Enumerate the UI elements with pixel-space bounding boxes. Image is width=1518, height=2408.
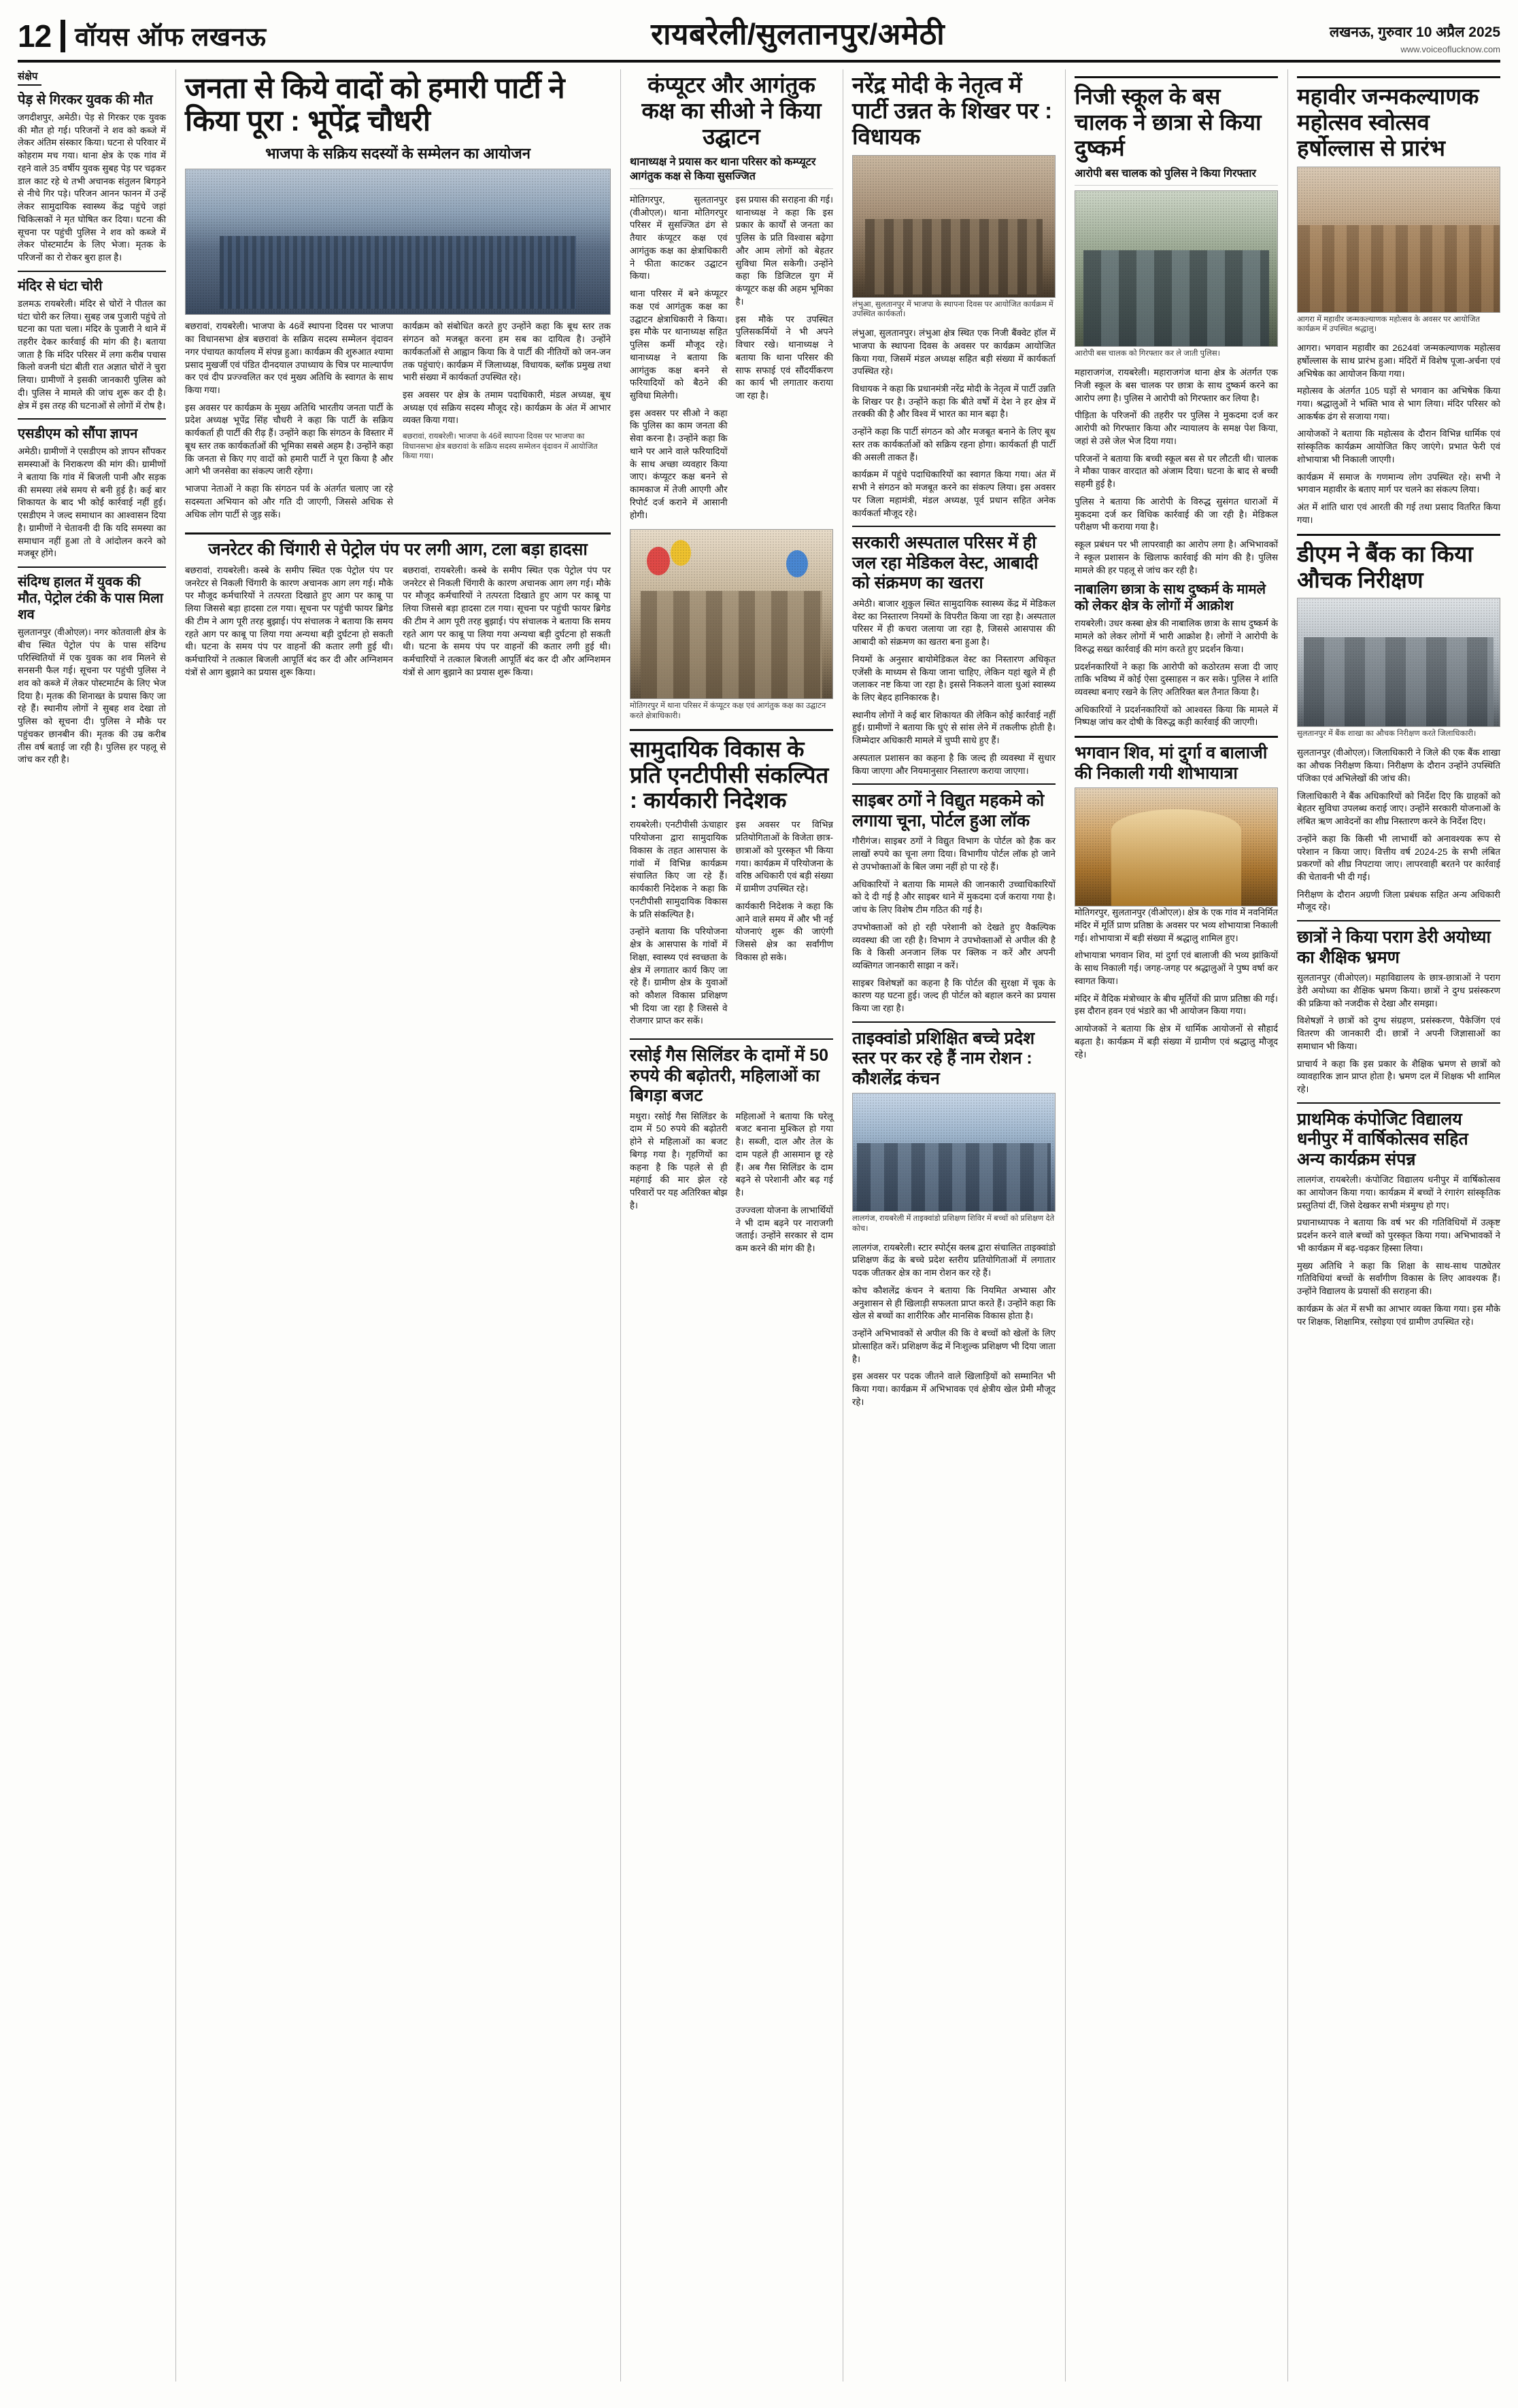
lead-para-4: इस अवसर पर क्षेत्र के तमाम पदाधिकारी, मंडल अध्यक्ष, बूथ अध्यक्ष एवं सक्रिय सदस्य मौजूद रहे। कार्यक्रम के अंत में आभार व्यक्त किया गया। bbox=[403, 389, 611, 426]
ntpc-para-1: रायबरेली। एनटीपीसी ऊंचाहार परियोजना द्वारा सामुदायिक विकास के तहत आसपास के गांवों में विभिन्न कार्यक्रम संचालित किए जा रहे हैं। कार्यकारी निदेशक ने कहा कि एनटीपीसी सामुदायिक विकास के प्रति संकल्पित है। bbox=[630, 819, 728, 919]
taekwondo-headline: ताइक्वांडो प्रशिक्षित बच्चे प्रदेश स्तर पर कर रहे हैं नाम रोशन : कौशलेंद्र कंचन bbox=[852, 1028, 1035, 1088]
brief-3-headline: एसडीएम को सौंपा ज्ञापन bbox=[18, 426, 138, 442]
page-number: 12 bbox=[18, 18, 52, 54]
photo-texture bbox=[1298, 598, 1500, 726]
modi-photo-caption: लंभुआ, सुलतानपुर में भाजपा के स्थापना दिवस पर आयोजित कार्यक्रम में उपस्थित कार्यकर्ता। bbox=[852, 300, 1053, 319]
cyber-para-1: गौरीगंज। साइबर ठगों ने विद्युत विभाग के पोर्टल को हैक कर लाखों रुपये का चूना लगा दिया। विभागीय पोर्टल लॉक हो जाने से उपभोक्ताओं के बिल जमा नहीं हो पा रहे हैं। bbox=[852, 836, 1056, 872]
outrage-subhead: नाबालिग छात्रा के साथ दुष्कर्म के मामले को लेकर क्षेत्र के लोगों में आक्रोश bbox=[1075, 582, 1266, 614]
bus-driver-para-1: महाराजगंज, रायबरेली। महाराजगंज थाना क्षेत्र के अंतर्गत एक निजी स्कूल के बस चालक पर छात्रा के साथ दुष्कर्म करने का आरोप लगा है। पुलिस ने आरोपी को गिरफ्तार कर लिया है। bbox=[1075, 367, 1278, 403]
dm-bank-para-3: उन्होंने कहा कि किसी भी लाभार्थी को अनावश्यक रूप से परेशान न किया जाए। वित्तीय वर्ष 2024-25 के सभी लंबित प्रकरणों को शीघ्र निपटाया जाए। लापरवाही बरतने पर कार्रवाई की चेतावनी भी दी गई। bbox=[1297, 833, 1500, 882]
modi-event-photo bbox=[852, 155, 1056, 298]
dairy-para-1: सुलतानपुर (वीओएल)। महाविद्यालय के छात्र-छात्राओं ने पराग डेरी अयोध्या का शैक्षिक भ्रमण किया। छात्रों ने दुग्ध प्रसंस्करण की प्रक्रिया को नजदीक से देखा और समझा। bbox=[1297, 972, 1500, 1008]
brief-1-body: जगदीशपुर, अमेठी। पेड़ से गिरकर एक युवक की मौत हो गई। परिजनों ने शव को कब्जे में लेकर अंतिम संस्कार किया। घटना से परिवार में कोहराम मच गया। थाना क्षेत्र के एक गांव में रहने वाले 35 वर्षीय युवक सुबह पेड़ पर चढ़कर डाल काट रहे थे तभी अचानक संतुलन बिगड़ने से नीचे गिर पड़े। परिजन आनन फानन में उन्हें लेकर सामुदायिक स्वास्थ्य केंद्र पहुंचे जहां चिकित्सकों ने मृत घोषित कर दिया। घटना की सूचना पर पहुंची पुलिस ने शव को कब्जे में लेकर पोस्टमार्टम के लिए भेजा। मृतक के परिजनों का रो रोकर बुरा हाल है। bbox=[18, 112, 166, 263]
lead-para-1: बछरावां, रायबरेली। भाजपा के 46वें स्थापना दिवस पर भाजपा का विधानसभा क्षेत्र बछरावां के सक्रिय सदस्य सम्मेलन वृंदावन नगर पंचायत कार्यालय में संपन्न हुआ। कार्यक्रम की शुरुआत श्यामा प्रसाद मुखर्जी एवं पंडित दीनदयाल उपाध्याय के चित्र पर माल्यार्पण कर एवं दीप प्रज्ज्वलित कर एवं मुख्य अतिथि के स्वागत के साथ किया गया। bbox=[185, 321, 393, 395]
shobhayatra-headline: भगवान शिव, मां दुर्गा व बालाजी की निकाली गयी शोभायात्रा bbox=[1075, 743, 1268, 783]
divider bbox=[1297, 920, 1500, 921]
lpg-para-3: उज्ज्वला योजना के लाभार्थियों ने भी दाम बढ़ने पर नाराजगी जताई। उन्होंने सरकार से दाम कम करने की मांग की है। bbox=[735, 1204, 833, 1254]
mahavir-para-1: आगरा। भगवान महावीर का 2624वां जन्मकल्याणक महोत्सव हर्षोल्लास के साथ प्रारंभ हुआ। मंदिरों में विशेष पूजा-अर्चना एवं अभिषेक का आयोजन किया गया। bbox=[1297, 343, 1500, 379]
school-para-1: लालगंज, रायबरेली। कंपोजिट विद्यालय धनीपुर में वार्षिकोत्सव का आयोजन किया गया। कार्यक्रम में बच्चों ने रंगारंग सांस्कृतिक प्रस्तुतियां दीं, जिसे देखकर सभी मंत्रमुग्ध हो गए। bbox=[1297, 1174, 1500, 1210]
medical-waste-para-2: नियमों के अनुसार बायोमेडिकल वेस्ट का निस्तारण अधिकृत एजेंसी के माध्यम से किया जाना चाहिए, लेकिन यहां खुले में ही जलाकर नष्ट किया जा रहा है। इससे निकलने वाला धुआं स्वास्थ्य के लिए बेहद हानिकारक है। bbox=[852, 654, 1056, 702]
co-para-4: इस मौके पर उपस्थित पुलिसकर्मियों ने भी अपने विचार रखे। थानाध्यक्ष ने बताया कि थाना परिसर की साफ सफाई एवं सौंदर्यीकरण का कार्य भी लगातार कराया जा रहा है। bbox=[735, 313, 833, 401]
dm-bank-para-2: जिलाधिकारी ने बैंक अधिकारियों को निर्देश दिए कि ग्राहकों को बेहतर सुविधा उपलब्ध कराई जाए। उन्होंने सरकारी योजनाओं के लंबित ऋण आवेदनों का शीघ्र निस्तारण करने के निर्देश दिए। bbox=[1297, 790, 1500, 827]
lpg-price-headline: रसोई गैस सिलिंडर के दामों में 50 रुपये की बढ़ोतरी, महिलाओं का बिगड़ा बजट bbox=[630, 1046, 829, 1106]
co-inauguration-headline: कंप्यूटर और आगंतुक कक्ष का सीओ ने किया उद्घाटन bbox=[641, 72, 822, 149]
co-standfirst: थानाध्यक्ष ने प्रयास कर थाना परिसर को कम्प्यूटर आगंतुक कक्ष से किया सुसज्जित bbox=[630, 155, 833, 189]
column-right-stack bbox=[843, 69, 1056, 2381]
briefs-kicker: संक्षेप bbox=[18, 69, 41, 86]
lpg-para-1: मथुरा। रसोई गैस सिलिंडर के दाम में 50 रुपये की बढ़ोतरी होने से महिलाओं का बजट बिगड़ गया है। गृहणियों का कहना है कि पहले से ही महंगाई की मार झेल रहे परिवारों पर यह अतिरिक्त बोझ है। bbox=[630, 1110, 728, 1210]
photo-texture bbox=[853, 1093, 1055, 1211]
lead-para-3: कार्यक्रम को संबोधित करते हुए उन्होंने कहा कि बूथ स्तर तक संगठन को मजबूत करना हम सब का दायित्व है। उन्होंने कार्यकर्ताओं से आह्वान किया कि वे पार्टी की नीतियों को जन-जन तक पहुंचाएं। कार्यक्रम में जिलाध्यक्ष, विधायक, ब्लॉक प्रमुख तथा भारी संख्या में कार्यकर्ता उपस्थित रहे। bbox=[403, 321, 611, 383]
mahavir-photo bbox=[1297, 167, 1500, 313]
mahavir-para-3: आयोजकों ने बताया कि महोत्सव के दौरान विभिन्न धार्मिक एवं सांस्कृतिक कार्यक्रम आयोजित किए जाएंगे। प्रभात फेरी एवं शोभायात्रा भी निकाली जाएगी। bbox=[1297, 428, 1500, 464]
brief-2-body: डलमऊ रायबरेली। मंदिर से चोरों ने पीतल का घंटा चोरी कर लिया। सुबह जब पुजारी पहुंचे तो घटना का पता चला। मंदिर के पुजारी ने थाने में तहरीर देकर कार्रवाई की मांग की है। बताया जाता है कि मंदिर परिसर में लगा करीब पचास किलो वजनी घंटा बीती रात अज्ञात चोरों ने चुरा लिया। ग्रामीणों ने इसकी जानकारी पुलिस को दी। पुलिस ने मामले की जांच शुरू कर दी है। क्षेत्र में इस तरह की घटनाओं से लोगों में रोष है। bbox=[18, 298, 166, 411]
issue-date: लखनऊ, गुरुवार 10 अप्रैल 2025 bbox=[1329, 24, 1500, 40]
photo-texture bbox=[630, 530, 832, 698]
bus-driver-para-3: परिजनों ने बताया कि बच्ची स्कूल बस से घर लौटती थी। चालक ने मौका पाकर वारदात को अंजाम दिया। घटना के बाद से बच्ची सहमी हुई है। bbox=[1075, 453, 1278, 490]
cyber-para-4: साइबर विशेषज्ञों का कहना है कि पोर्टल की सुरक्षा में चूक के कारण यह घटना हुई। जल्द ही पोर्टल को बहाल करने का प्रयास किया जा रहा है। bbox=[852, 977, 1056, 1014]
modi-para-3: उन्होंने कहा कि पार्टी संगठन को और मजबूत बनाने के लिए बूथ स्तर तक कार्यकर्ताओं को सक्रिय रहना होगा। कार्यकर्ता ही पार्टी की असली ताकत हैं। bbox=[852, 426, 1056, 462]
brief-1-headline: पेड़ से गिरकर युवक की मौत bbox=[18, 92, 153, 107]
mahavir-para-5: अंत में शांति धारा एवं आरती की गई तथा प्रसाद वितरित किया गया। bbox=[1297, 502, 1500, 525]
co-para-5: इस प्रयास की सराहना की गई। थानाध्यक्ष ने कहा कि इस प्रकार के कार्यों से जनता का पुलिस के प्रति विश्वास बढ़ेगा और आम लोगों को बेहतर सुविधा मिल सकेगी। उन्होंने कहा कि डिजिटल युग में कंप्यूटर कक्ष की अहम भूमिका है। bbox=[735, 194, 833, 307]
column-lead bbox=[175, 69, 611, 2381]
website-url[interactable]: www.voiceoflucknow.com bbox=[1400, 44, 1500, 54]
lead-para-5: भाजपा नेताओं ने कहा कि संगठन पर्व के अंतर्गत चलाए जा रहे सदस्यता अभियान को और गति दी जाएगी, जिससे अधिक से अधिक लोग पार्टी से जुड़ सकें। bbox=[185, 484, 393, 520]
photo-texture bbox=[186, 169, 610, 314]
column-briefs bbox=[18, 69, 166, 2381]
page-grid bbox=[18, 69, 1500, 2381]
medical-waste-headline: सरकारी अस्पताल परिसर में ही जल रहा मेडिकल वेस्ट, आबादी को संक्रमण का खतरा bbox=[852, 533, 1039, 593]
shobhayatra-para-2: शोभायात्रा भगवान शिव, मां दुर्गा एवं बालाजी की भव्य झांकियों के साथ निकाली गई। जगह-जगह पर श्रद्धालुओं ने पुष्प वर्षा कर स्वागत किया। bbox=[1075, 950, 1278, 986]
dairy-visit-headline: छात्रों ने किया पराग डेरी अयोध्या का शैक्षिक भ्रमण bbox=[1297, 928, 1491, 967]
bus-driver-para-4: पुलिस ने बताया कि आरोपी के विरुद्ध सुसंगत धाराओं में मुकदमा दर्ज कर विधिक कार्रवाई की जा रही है। मेडिकल परीक्षण भी कराया गया है। bbox=[1075, 496, 1278, 532]
taekwondo-photo bbox=[852, 1093, 1056, 1212]
medical-waste-para-1: अमेठी। बाजार शुकुल स्थित सामुदायिक स्वास्थ्य केंद्र में मेडिकल वेस्ट का निस्तारण नियमों के विपरीत किया जा रहा है। अस्पताल परिसर में ही कचरा जलाया जा रहा है, जिससे आसपास की आबादी को संक्रमण का खतरा बना हुआ है। bbox=[852, 598, 1056, 647]
dm-bank-photo bbox=[1297, 598, 1500, 727]
co-photo-caption: मोतिगरपुर में थाना परिसर में कंप्यूटर कक्ष एवं आगंतुक कक्ष का उद्घाटन करते क्षेत्राधिकारी। bbox=[630, 702, 826, 720]
divider bbox=[1297, 1102, 1500, 1104]
dairy-para-3: प्राचार्य ने कहा कि इस प्रकार के शैक्षिक भ्रमण से छात्रों को व्यावहारिक ज्ञान प्राप्त होता है। भ्रमण दल में शिक्षक भी शामिल रहे। bbox=[1297, 1058, 1500, 1095]
ntpc-para-4: कार्यकारी निदेशक ने कहा कि आने वाले समय में और भी नई योजनाएं शुरू की जाएंगी जिससे क्षेत्र का सर्वांगीण विकास हो सके। bbox=[735, 900, 833, 962]
taekwondo-para-1: लालगंज, रायबरेली। स्टार स्पोर्ट्स क्लब द्वारा संचालित ताइक्वांडो प्रशिक्षण केंद्र के बच्चे प्रदेश स्तरीय प्रतियोगिताओं में लगातार पदक जीतकर क्षेत्र का नाम रोशन कर रहे हैं। bbox=[852, 1242, 1056, 1278]
co-para-1: मोतिगरपुर, सुलतानपुर (वीओएल)। थाना मोतिगरपुर परिसर में सुसज्जित ढंग से तैयार कंप्यूटर कक्ष एवं आगंतुक कक्ष का क्षेत्राधिकारी ने फीता काटकर उद्घाटन किया। bbox=[630, 194, 728, 282]
bus-driver-para-5: स्कूल प्रबंधन पर भी लापरवाही का आरोप लगा है। अभिभावकों ने स्कूल प्रशासन के खिलाफ कार्रवाई की मांग की है। पुलिस मामले की हर पहलू से जांच कर रही है। bbox=[1075, 539, 1278, 575]
school-para-4: कार्यक्रम के अंत में सभी का आभार व्यक्त किया गया। इस मौके पर शिक्षक, शिक्षामित्र, रसोइया एवं ग्रामीण उपस्थित रहे। bbox=[1297, 1303, 1500, 1327]
taekwondo-para-3: उन्होंने अभिभावकों से अपील की कि वे बच्चों को खेलों के लिए प्रोत्साहित करें। प्रशिक्षण केंद्र में निःशुल्क प्रशिक्षण भी दिया जाता है। bbox=[852, 1328, 1056, 1364]
lead-subhead: भाजपा के सक्रिय सदस्यों के सम्मेलन का आयोजन bbox=[265, 145, 530, 163]
bus-driver-standfirst: आरोपी बस चालक को पुलिस ने किया गिरफ्तार bbox=[1075, 167, 1278, 186]
school-para-2: प्रधानाध्यापक ने बताया कि वर्ष भर की गतिविधियों में उत्कृष्ट प्रदर्शन करने वाले बच्चों को पुरस्कृत किया गया। अभिभावकों ने भी कार्यक्रम में बढ़-चढ़कर हिस्सा लिया। bbox=[1297, 1217, 1500, 1253]
mahavir-headline: महावीर जन्मकल्याणक महोत्सव स्वोत्सव हर्षोल्लास से प्रारंभ bbox=[1297, 84, 1479, 160]
taekwondo-para-4: इस अवसर पर पदक जीतने वाले खिलाड़ियों को सम्मानित भी किया गया। कार्यक्रम में अभिभावक एवं क्षेत्रीय खेल प्रेमी मौजूद रहे। bbox=[852, 1371, 1056, 1407]
taekwondo-photo-caption: लालगंज, रायबरेली में ताइक्वांडो प्रशिक्षण शिविर में बच्चों को प्रशिक्षण देते कोच। bbox=[852, 1215, 1055, 1233]
modi-para-2: विधायक ने कहा कि प्रधानमंत्री नरेंद्र मोदी के नेतृत्व में पार्टी उन्नति के शिखर पर है। उन्होंने कहा कि बीते वर्षों में देश ने हर क्षेत्र में तरक्की की है और विश्व में भारत का मान बढ़ा है। bbox=[852, 384, 1056, 420]
cyber-para-2: अधिकारियों ने बताया कि मामले की जानकारी उच्चाधिकारियों को दे दी गई है और साइबर थाने में मुकदमा दर्ज कराया गया है। जांच के लिए विशेष टीम गठित की गई है। bbox=[852, 879, 1056, 915]
modi-para-4: कार्यक्रम में पहुंचे पदाधिकारियों का स्वागत किया गया। अंत में सभी ने संगठन को मजबूत करने का संकल्प लिया। इस अवसर पर जिला महामंत्री, मंडल अध्यक्ष, पूर्व प्रधान सहित अनेक कार्यकर्ता मौजूद रहे। bbox=[852, 469, 1056, 518]
outrage-para-2: प्रदर्शनकारियों ने कहा कि आरोपी को कठोरतम सजा दी जाए ताकि भविष्य में कोई ऐसा दुस्साहस न कर सके। पुलिस ने शांति व्यवस्था बनाए रखने के लिए अतिरिक्त बल तैनात किया है। bbox=[1075, 661, 1278, 697]
photo-texture bbox=[1298, 167, 1500, 312]
police-arrest-photo bbox=[1075, 190, 1278, 347]
police-photo-caption: आरोपी बस चालक को गिरफ्तार कर ले जाती पुलिस। bbox=[1075, 350, 1220, 358]
lead-headline: जनता से किये वादों को हमारी पार्टी ने किया पूरा : भूपेंद्र चौधरी bbox=[185, 72, 565, 138]
brief-4-body: सुलतानपुर (वीओएल)। नगर कोतवाली क्षेत्र के बीच स्थित पेट्रोल पंप के पास संदिग्ध परिस्थितियों में एक युवक का शव मिलने से सनसनी फैल गई। सूचना पर पहुंची पुलिस ने शव को कब्जे में लेकर पोस्टमार्टम के लिए भेज दिया है। मृतक की शिनाख्त के प्रयास किए जा रहे हैं। स्थानीय लोगों ने सुबह शव देखा तो पुलिस को सूचना दी। पुलिस ने मौके पर पहुंचकर छानबीन की। मृतक की उम्र करीब तीस वर्ष बताई जा रही है। पुलिस हर पहलू से जांच कर रही है। bbox=[18, 627, 166, 765]
ntpc-headline: सामुदायिक विकास के प्रति एनटीपीसी संकल्पित : कार्यकारी निदेशक bbox=[630, 736, 829, 813]
brief-2-headline: मंदिर से घंटा चोरी bbox=[18, 278, 103, 294]
co-inauguration-photo bbox=[630, 529, 833, 699]
shobhayatra-para-4: आयोजकों ने बताया कि क्षेत्र में धार्मिक आयोजनों से सौहार्द बढ़ता है। कार्यक्रम में बड़ी संख्या में ग्रामीण एवं श्रद्धालु मौजूद रहे। bbox=[1075, 1023, 1278, 1059]
temple-photo bbox=[1075, 787, 1278, 906]
shobhayatra-para-1: मोतिगरपुर, सुलतानपुर (वीओएल)। क्षेत्र के एक गांव में नवनिर्मित मंदिर में मूर्ति प्राण प्रतिष्ठा के अवसर पर भव्य शोभायात्रा निकाली गई। शोभायात्रा में बड़ी संख्या में श्रद्धालु शामिल हुए। bbox=[1075, 907, 1278, 943]
modi-para-1: लंभुआ, सुलतानपुर। लंभुआ क्षेत्र स्थित एक निजी बैंक्वेट हॉल में भाजपा के स्थापना दिवस के अवसर पर कार्यक्रम आयोजित किया गया, जिसमें मंडल अध्यक्ष सहित बड़ी संख्या में कार्यकर्ता उपस्थित रहे। bbox=[852, 328, 1056, 377]
cyber-fraud-headline: साइबर ठगों ने विद्युत महकमे को लगाया चूना, पोर्टल हुआ लॉक bbox=[852, 791, 1045, 830]
dairy-para-2: विशेषज्ञों ने छात्रों को दुग्ध संग्रहण, प्रसंस्करण, पैकेजिंग एवं वितरण की जानकारी दी। छात्रों ने अपनी जिज्ञासाओं का समाधान भी किया। bbox=[1297, 1015, 1500, 1051]
outrage-para-3: अधिकारियों ने प्रदर्शनकारियों को आश्वस्त किया कि मामले में निष्पक्ष जांच कर दोषी के विरुद्ध कड़ी कार्रवाई की जाएगी। bbox=[1075, 704, 1278, 728]
photo-texture bbox=[1075, 191, 1277, 346]
lpg-para-2: महिलाओं ने बताया कि घरेलू बजट बनाना मुश्किल हो गया है। सब्जी, दाल और तेल के दाम पहले ही आसमान छू रहे हैं। अब गैस सिलिंडर के दाम बढ़ने से परेशानी और बढ़ गई है। bbox=[735, 1110, 833, 1198]
masthead-divider bbox=[61, 20, 65, 52]
ntpc-para-2: उन्होंने बताया कि परियोजना क्षेत्र के आसपास के गांवों में शिक्षा, स्वास्थ्य एवं स्वच्छता के क्षेत्र में लगातार कार्य किए जा रहे हैं। ग्रामीण क्षेत्र के युवाओं को कौशल विकास प्रशिक्षण भी दिया जा रहा है जिससे वे रोजगार प्राप्त कर सकें। bbox=[630, 926, 728, 1026]
column-co-ntpc bbox=[620, 69, 833, 2381]
petrolpump-headline: जनरेटर की चिंगारी से पेट्रोल पंप पर लगी आग, टला बड़ा हादसा bbox=[208, 540, 588, 560]
publication-title: वॉयस ऑफ लखनऊ bbox=[75, 23, 267, 52]
mahavir-photo-caption: आगरा में महावीर जन्मकल्याणक महोत्सव के अवसर पर आयोजित कार्यक्रम में उपस्थित श्रद्धालु। bbox=[1297, 315, 1480, 334]
ntpc-para-3: इस अवसर पर विभिन्न प्रतियोगिताओं के विजेता छात्र-छात्राओं को पुरस्कृत भी किया गया। कार्यक्रम में परियोजना के वरिष्ठ अधिकारी एवं बड़ी संख्या में ग्रामीण उपस्थित रहे। bbox=[735, 819, 833, 894]
masthead bbox=[18, 12, 1500, 63]
medical-waste-para-4: अस्पताल प्रशासन का कहना है कि जल्द ही व्यवस्था में सुधार किया जाएगा और नियमानुसार निस्तारण कराया जाएगा। bbox=[852, 752, 1056, 776]
lead-para-2: इस अवसर पर कार्यक्रम के मुख्य अतिथि भारतीय जनता पार्टी के प्रदेश अध्यक्ष भूपेंद्र सिंह चौधरी ने कहा कि पार्टी के सक्रिय कार्यकर्ता ही पार्टी की रीढ़ हैं। उन्होंने कहा कि संगठन के विस्तार में बूथ स्तर तक कार्यकर्ताओं की भूमिका सबसे अहम है। उन्होंने कहा कि जनता से किए गए वादों को हमारी पार्टी ने पूरा किया है और आगे भी जनसेवा का संकल्प जारी रहेगा। bbox=[185, 402, 393, 477]
divider bbox=[1297, 534, 1500, 536]
divider bbox=[852, 1021, 1056, 1023]
cyber-para-3: उपभोक्ताओं को हो रही परेशानी को देखते हुए वैकल्पिक व्यवस्था की जा रही है। विभाग ने उपभोक्ताओं से अपील की है कि वे किसी अनजान लिंक पर क्लिक न करें और अपनी व्यक्तिगत जानकारी साझा न करें। bbox=[852, 921, 1056, 970]
divider bbox=[18, 271, 166, 272]
co-para-3: इस अवसर पर सीओ ने कहा कि पुलिस का काम जनता की सेवा करना है। उन्होंने कहा कि थाने पर आने वाले फरियादियों के साथ अच्छा व्यवहार किया जाए। कंप्यूटर कक्ष बनने से कामकाज में तेजी आएगी और रिपोर्ट दर्ज कराने में आसानी होगी। bbox=[630, 407, 728, 520]
divider bbox=[630, 729, 833, 731]
photo-texture bbox=[1075, 788, 1277, 906]
column-crime bbox=[1065, 69, 1278, 2381]
divider bbox=[1075, 736, 1278, 738]
divider bbox=[185, 532, 611, 535]
masthead-right bbox=[1330, 22, 1500, 54]
outrage-para-1: रायबरेली। उधर कस्बा क्षेत्र की नाबालिक छात्रा के साथ दुष्कर्म के मामले को लेकर लोगों में भारी आक्रोश है। लोगों ने आरोपी के विरुद्ध सख्त कार्रवाई की मांग करते हुए प्रदर्शन किया। bbox=[1075, 618, 1278, 654]
divider bbox=[1075, 76, 1278, 78]
mahavir-para-2: महोत्सव के अंतर्गत 105 घड़ों से भगवान का अभिषेक किया गया। श्रद्धालुओं ने भक्ति भाव से भाग लिया। मंदिर परिसर को आकर्षक ढंग से सजाया गया। bbox=[1297, 386, 1500, 422]
petrolpump-body-cont: बछरावां, रायबरेली। कस्बे के समीप स्थित एक पेट्रोल पंप पर जनरेटर से निकली चिंगारी के कारण अचानक आग लग गई। मौके पर मौजूद कर्मचारियों ने तत्परता दिखाते हुए आग पर काबू पा लिया जिससे बड़ा हादसा टल गया। सूचना पर पहुंची फायर ब्रिगेड की टीम ने आग पूरी तरह बुझाई। पंप संचालक ने बताया कि समय रहते आग पर काबू पा लिया गया अन्यथा बड़ी दुर्घटना हो सकती थी। घटना के समय पंप पर वाहनों की कतार लगी हुई थी। कर्मचारियों ने तत्काल बिजली आपूर्ति बंद कर दी और अग्निशमन यंत्रों से आग बुझाने का प्रयास शुरू किया। bbox=[403, 564, 611, 677]
column-far-right bbox=[1287, 69, 1500, 2381]
bus-driver-headline: निजी स्कूल के बस चालक ने छात्रा से किया दुष्कर्म bbox=[1075, 84, 1262, 160]
divider bbox=[630, 1038, 833, 1040]
dm-bank-para-1: सुलतानपुर (वीओएल)। जिलाधिकारी ने जिले की एक बैंक शाखा का औचक निरीक्षण किया। निरीक्षण के दौरान उन्होंने उपस्थिति पंजिका एवं अभिलेखों की जांच की। bbox=[1297, 747, 1500, 783]
co-para-2: थाना परिसर में बने कंप्यूटर कक्ष एवं आगंतुक कक्ष का उद्घाटन क्षेत्राधिकारी ने किया। इस मौके पर थानाध्यक्ष सहित पुलिस कर्मी मौजूद रहे। थानाध्यक्ष ने बताया कि आगंतुक कक्ष बनने से फरियादियों को बैठने की सुविधा मिलेगी। bbox=[630, 288, 728, 401]
lead-photo-caption: बछरावां, रायबरेली। भाजपा के 46वें स्थापना दिवस पर भाजपा का विधानसभा क्षेत्र बछरावां के सक्रिय सदस्य सम्मेलन वृंदावन में आयोजित किया गया। bbox=[403, 433, 598, 460]
dm-bank-para-4: निरीक्षण के दौरान अग्रणी जिला प्रबंधक सहित अन्य अधिकारी मौजूद रहे। bbox=[1297, 889, 1500, 913]
divider bbox=[852, 783, 1056, 785]
dm-bank-photo-caption: सुलतानपुर में बैंक शाखा का औचक निरीक्षण करते जिलाधिकारी। bbox=[1297, 730, 1477, 739]
shobhayatra-para-3: मंदिर में वैदिक मंत्रोच्चार के बीच मूर्तियों की प्राण प्रतिष्ठा की गई। इस दौरान हवन एवं भंडारे का भी आयोजन किया गया। bbox=[1075, 993, 1278, 1017]
edition-title: रायबरेली/सुलतानपुर/अमेठी bbox=[651, 18, 945, 51]
divider bbox=[852, 526, 1056, 527]
masthead-left bbox=[18, 18, 266, 54]
school-annual-headline: प्राथमिक कंपोजिट विद्यालय धनीपुर में वार्षिकोत्सव सहित अन्य कार्यक्रम संपन्न bbox=[1297, 1109, 1468, 1169]
medical-waste-para-3: स्थानीय लोगों ने कई बार शिकायत की लेकिन कोई कार्रवाई नहीं हुई। ग्रामीणों ने बताया कि धुएं से सांस लेने में तकलीफ होती है। जिम्मेदार अधिकारी मामले में चुप्पी साधे हुए हैं। bbox=[852, 709, 1056, 746]
divider bbox=[1297, 76, 1500, 78]
photo-texture bbox=[853, 156, 1055, 297]
petrolpump-body: बछरावां, रायबरेली। कस्बे के समीप स्थित एक पेट्रोल पंप पर जनरेटर से निकली चिंगारी के कारण अचानक आग लग गई। मौके पर मौजूद कर्मचारियों ने तत्परता दिखाते हुए आग पर काबू पा लिया जिससे बड़ा हादसा टल गया। सूचना पर पहुंची फायर ब्रिगेड की टीम ने आग पूरी तरह बुझाई। पंप संचालक ने बताया कि समय रहते आग पर काबू पा लिया गया अन्यथा बड़ी दुर्घटना हो सकती थी। घटना के समय पंप पर वाहनों की कतार लगी हुई थी। कर्मचारियों ने तत्काल बिजली आपूर्ति बंद कर दी और अग्निशमन यंत्रों से आग बुझाने का प्रयास शुरू किया। bbox=[185, 564, 393, 677]
mahavir-para-4: कार्यक्रम में समाज के गणमान्य लोग उपस्थित रहे। सभी ने भगवान महावीर के बताए मार्ग पर चलने का संकल्प लिया। bbox=[1297, 471, 1500, 495]
lead-photo bbox=[185, 169, 611, 315]
divider bbox=[18, 418, 166, 420]
bus-driver-para-2: पीड़िता के परिजनों की तहरीर पर पुलिस ने मुकदमा दर्ज कर आरोपी को गिरफ्तार किया और न्यायालय के समक्ष पेश किया, जहां से उसे जेल भेज दिया गया। bbox=[1075, 410, 1278, 446]
brief-3-body: अमेठी। ग्रामीणों ने एसडीएम को ज्ञापन सौंपकर समस्याओं के निराकरण की मांग की। ग्रामीणों ने बताया कि गांव में बिजली पानी और सड़क की समस्या लंबे समय से बनी हुई है। कई बार शिकायत के बाद भी कोई कार्रवाई नहीं हुई। एसडीएम ने जल्द समाधान का आश्वासन दिया है। ग्रामीणों ने चेतावनी दी कि यदि समस्या का समाधान नहीं हुआ तो वे आंदोलन करने को मजबूर होंगे। bbox=[18, 446, 166, 559]
taekwondo-para-2: कोच कौशलेंद्र कंचन ने बताया कि नियमित अभ्यास और अनुशासन से ही खिलाड़ी सफलता प्राप्त करते हैं। उन्होंने कहा कि खेल से बच्चों का शारीरिक और मानसिक विकास होता है। bbox=[852, 1285, 1056, 1321]
divider bbox=[18, 566, 166, 568]
school-para-3: मुख्य अतिथि ने कहा कि शिक्षा के साथ-साथ पाठ्येतर गतिविधियां बच्चों के सर्वांगीण विकास के लिए आवश्यक हैं। उन्होंने विद्यालय के प्रयासों की सराहना की। bbox=[1297, 1260, 1500, 1297]
brief-4-headline: संदिग्ध हालत में युवक की मौत, पेट्रोल टंकी के पास मिला शव bbox=[18, 575, 163, 623]
dm-bank-headline: डीएम ने बैंक का किया औचक निरीक्षण bbox=[1297, 541, 1473, 592]
modi-headline: नरेंद्र मोदी के नेतृत्व में पार्टी उन्नत के शिखर पर : विधायक bbox=[852, 72, 1053, 149]
